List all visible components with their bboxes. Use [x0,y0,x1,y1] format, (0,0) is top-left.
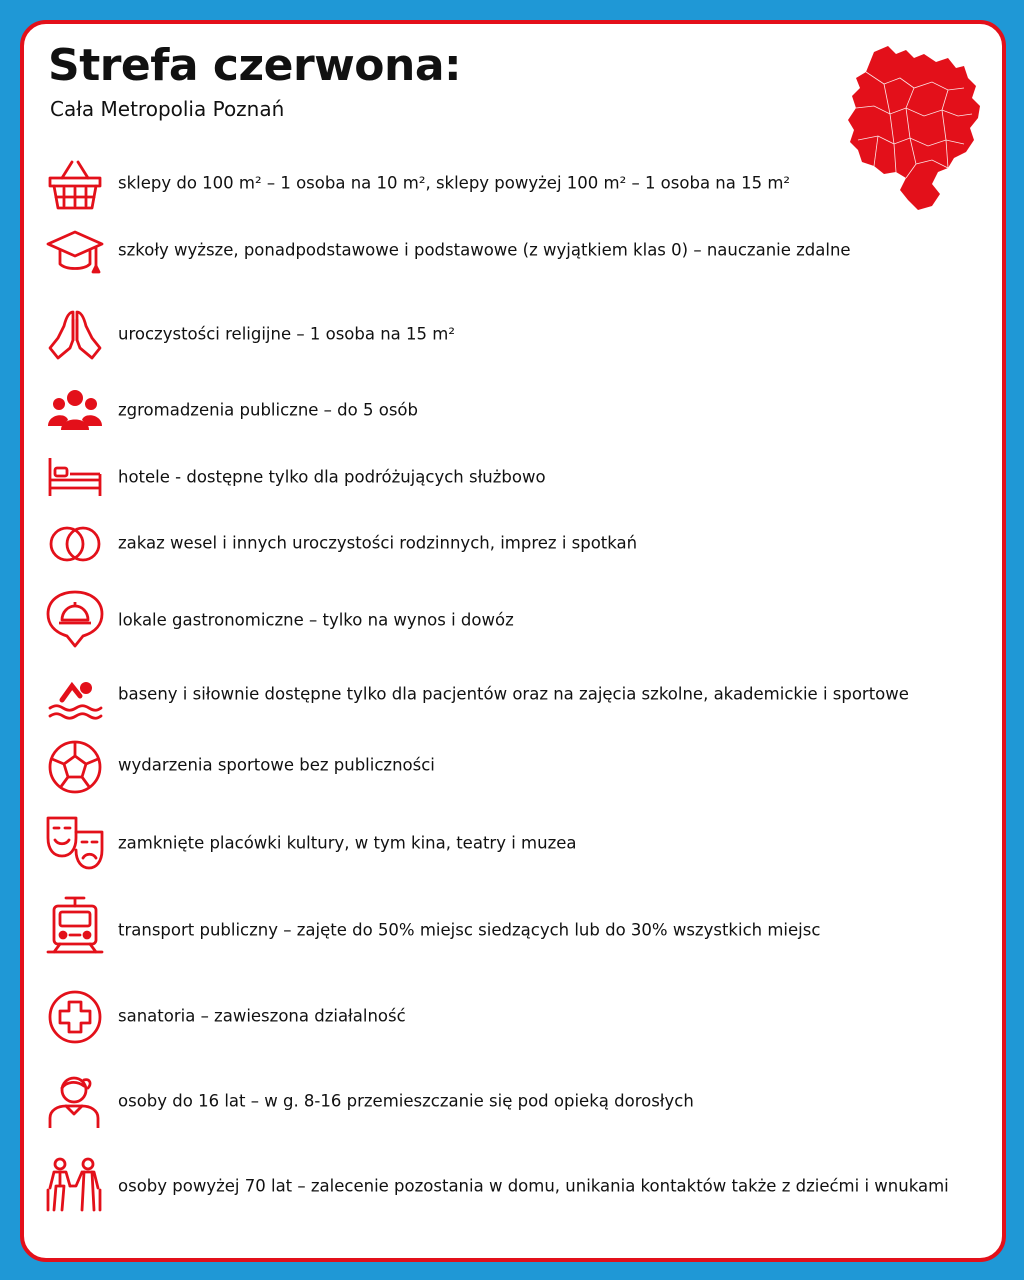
rule-text: zgromadzenia publiczne – do 5 osób [118,400,418,420]
rule-text: osoby do 16 lat – w g. 8-16 przemieszczanie się pod opieką dorosłych [118,1091,694,1111]
praying-hands-icon [46,304,104,362]
tram-icon [46,896,104,954]
rule-text: sklepy do 100 m² – 1 osoba na 10 m², sklepy powyżej 100 m² – 1 osoba na 15 m² [118,173,791,193]
metropolia-map-icon [844,44,984,210]
food-cloche-pin-icon [46,590,104,648]
rule-text: baseny i siłownie dostępne tylko dla pacjentów oraz na zajęcia szkolne, akademickie i sportowe [118,684,909,704]
theater-masks-icon [46,814,104,872]
rule-text: sanatoria – zawieszona działalność [118,1006,406,1026]
rule-text: wydarzenia sportowe bez publiczności [118,755,435,775]
people-group-icon [46,382,104,440]
rule-text: zamknięte placówki kultury, w tym kina, teatry i muzea [118,833,577,853]
rule-text: szkoły wyższe, ponadpodstawowe i podstawowe (z wyjątkiem klas 0) – nauczanie zdalne [118,240,851,260]
rule-text: transport publiczny – zajęte do 50% miejsc siedzących lub do 30% wszystkich miejsc [118,920,821,940]
elderly-couple-icon [46,1156,104,1214]
medical-cross-icon [46,988,104,1046]
rule-text: uroczystości religijne – 1 osoba na 15 m² [118,324,455,344]
rule-text: hotele - dostępne tylko dla podróżujących służbowo [118,467,546,487]
rule-text: lokale gastronomiczne – tylko na wynos i dowóz [118,610,514,630]
swimmer-icon [46,672,104,730]
rule-text: zakaz wesel i innych uroczystości rodzinnych, imprez i spotkań [118,533,638,553]
shopping-basket-icon [46,156,104,214]
rule-text: osoby powyżej 70 lat – zalecenie pozostania w domu, unikania kontaktów także z dziećmi i wnukami [118,1176,949,1196]
soccer-ball-icon [46,738,104,796]
page-subtitle: Cała Metropolia Poznań [50,97,285,121]
page-title: Strefa czerwona: [48,40,462,91]
child-icon [46,1070,104,1128]
graduation-cap-icon [46,224,104,282]
wedding-rings-icon [46,514,104,572]
bed-icon [46,448,104,506]
